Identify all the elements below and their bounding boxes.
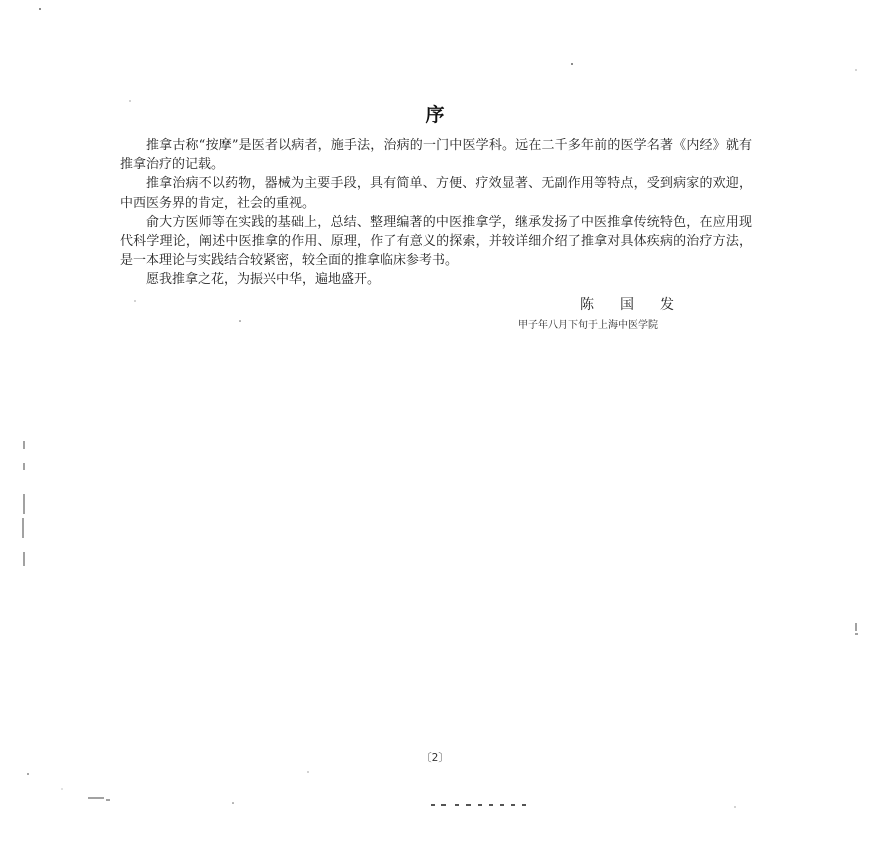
paragraph-wish: 愿我推拿之花，为振兴中华，遍地盛开。	[146, 272, 381, 288]
author-signature: 陈国发	[580, 297, 700, 313]
dateline: 甲子年八月下旬于上海中医学院	[518, 320, 658, 331]
page-number: 〔2〕	[420, 751, 450, 764]
preface-body	[120, 136, 752, 290]
paragraph-advantages: 推拿治病不以药物，器械为主要手段，具有简单、方便、疗效显著、无副作用等特点，受到病家的欢迎，中西医务界的肯定，社会的重视。	[120, 176, 752, 211]
paragraph-history: 推拿古称“按摩”是医者以病者，施手法，治病的一门中医学科。远在二千多年前的医学名著《内经》就有推拿治疗的记载。	[120, 138, 752, 173]
paragraph-book-intro: 俞大方医师等在实践的基础上，总结、整理编著的中医推拿学，继承发扬了中医推拿传统特色，在应用现代科学理论，阐述中医推拿的作用、原理，作了有意义的探索，并较详细介绍了推拿对具体疾病的治疗方法，是一本理论与实践结合较紧密，较全面的推拿临床参考书。	[120, 214, 752, 269]
preface-title: 序	[425, 104, 445, 126]
